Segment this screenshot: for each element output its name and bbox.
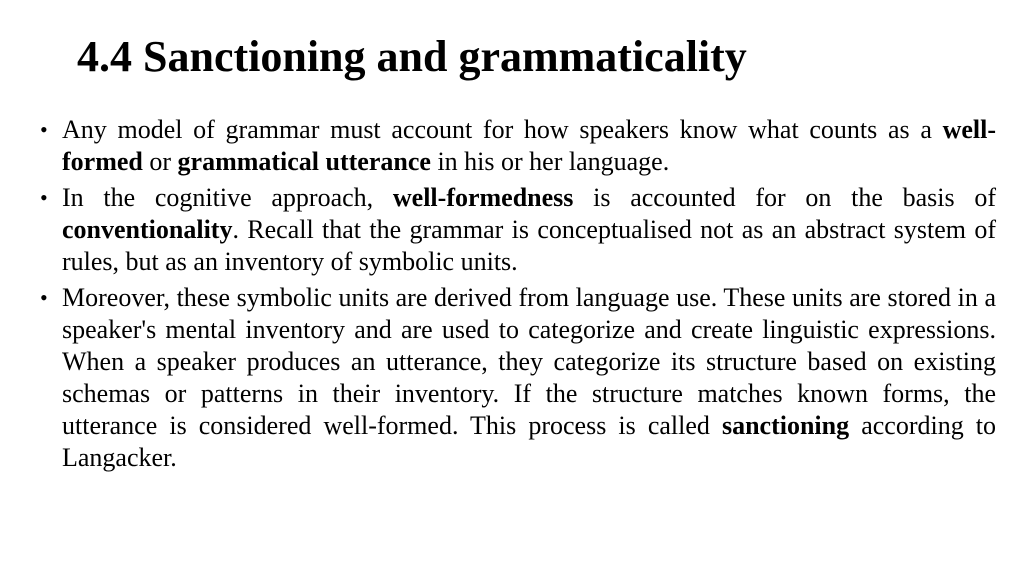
- bold-term: well-formedness: [392, 183, 574, 212]
- bold-term: sanctioning: [721, 411, 850, 440]
- bullet-text: [62, 115, 996, 176]
- bold-term: well-formed: [62, 115, 996, 176]
- bullet-item: [40, 182, 996, 278]
- text-run: in his or her language.: [430, 147, 670, 176]
- bullet-text: [62, 283, 996, 472]
- text-run: . Recall that the grammar is conceptualised not as an abstract system of rules, but as an inventory of symbolic units.: [62, 215, 996, 276]
- text-run: Any model of grammar must account for how speakers know what counts as a: [62, 115, 943, 144]
- bullet-item: [40, 282, 996, 474]
- text-run: or: [142, 147, 178, 176]
- bullet-dot-icon: •: [40, 185, 48, 210]
- text-run: Moreover, these symbolic units are derived from language use. These units are stored in a speaker's mental inventory and are used to categorize and create linguistic expressions. When a speaker produces an utterance, they categorize its structure based on existing schemas or patterns in their inventory. If the structure matches known forms, the utterance is considered well-formed. This process is called: [62, 283, 996, 440]
- bullet-list: [40, 114, 996, 478]
- text-run: according to Langacker.: [62, 411, 996, 472]
- bullet-item: [40, 114, 996, 178]
- bold-term: conventionality: [62, 215, 233, 244]
- text-run: In the cognitive approach,: [62, 183, 393, 212]
- bold-term: grammatical utterance: [177, 147, 431, 176]
- bullet-text: [62, 183, 996, 276]
- slide-title: 4.4 Sanctioning and grammaticality: [77, 32, 747, 81]
- bullet-dot-icon: •: [40, 285, 48, 310]
- bullet-dot-icon: •: [40, 117, 48, 142]
- text-run: is accounted for on the basis of: [573, 183, 997, 212]
